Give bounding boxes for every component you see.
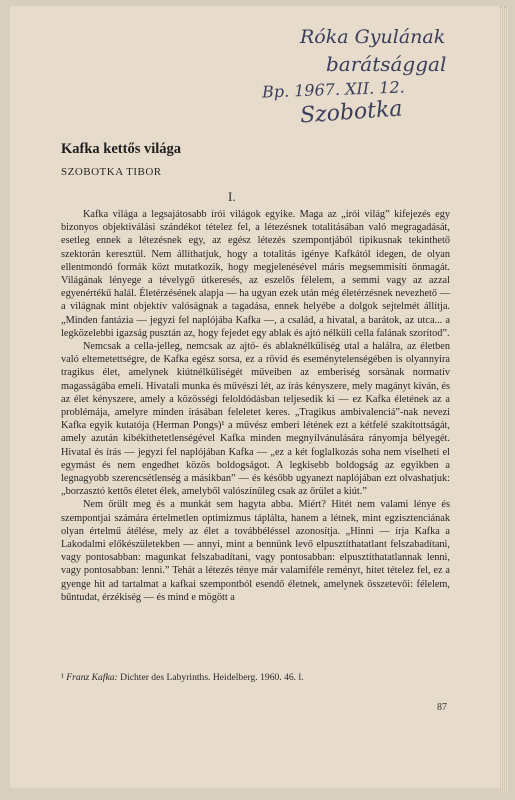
footnote-text: Dichter des Labyrinths. Heidelberg. 1960. 46. l.	[120, 672, 304, 683]
article-body	[61, 208, 450, 604]
footnote-author: Franz Kafka:	[66, 672, 118, 683]
paragraph-2: Nemcsak a cella-jelleg, nemcsak az ajtó- és ablaknélküliség utal a halálra, az életben való eltemetettségre, de Kafka egész sorsa, ez a rövid és eseménytelenségében is olyannyira tragikus élet, amelynek kiútnélküliségét műveiben az emberiség sorsának normatív magasságába emeli. Hivatali munka és művészi lét, az írás kényszere, mely magányt kíván, és az élet kényszere, amely a közösségi feloldódásban teljesedik ki — ez Kafka életének az a problémája, amelyre minden írásában feleletet keres. „Tragikus ambivalenciá”-nak nevezi Kafka egyik kutatója (Herman Pongs)¹ a művész emberi létének ezt a kétfelé szakítottságát, amely azután kibékíthetetlenségével Kafka minden megnyilvánulására rányomja bélyegét. Hivatal és írás — jegyzi fel naplójában Kafka — „ez a két foglalkozás soha nem viselheti el egymást és nem engedhet közös boldogságot. A legkisebb boldogság az egyikben a legnagyobb szerencsétlenség a másikban” — és később ugyanezt naplójában ezt olvashatjuk: „borzasztó kettős életet élek, amelyből valószínűleg csak az őrület a kiút.”	[61, 341, 450, 498]
inscription-signature: Szobotka	[299, 96, 404, 129]
inscription-line-1: Róka Gyulának	[300, 26, 446, 48]
footnote	[61, 672, 450, 683]
paragraph-1: Kafka világa a legsajátosabb írói világok egyike. Maga az „írói világ” kifejezés egy bizonyos objektiválási szándékot tételez fel, a létezésnek totalitásában való megragadását, esetleg ennek a létezésnek egy, az egész létezés szempontjából tipikusnak tekinthető szektorán keresztül. Nem állíthatjuk, hogy a totalitás igénye Kafkától idegen, de olyan ellentmondó formák közt mutatkozik, hogy megjelenésével máris megsemmisíti önmagát. Világának lényege a tévelygő útkeresés, az eszelős félelem, a semmi vagy az azzal egyenértékű halál. Életérzésének alapja — ha ugyan ezek után még életérzésnek nevezhető — a világnak mint objektív valóságnak a tagadása, ennek helyébe a dolgok sejtelmét állítja. „Minden fantázia — jegyzi fel naplójába Kafka —, a család, a hivatal, a barátok, az utca... a legközelebbi igazság pusztán az, hogy fejedet egy ablak és ajtó nélküli cella falának szorítod”.	[61, 209, 450, 339]
footnote-marker: ¹	[61, 672, 64, 683]
paper-edge	[500, 8, 508, 792]
paragraph-3: Nem őrült meg és a munkát sem hagyta abba. Miért? Hitét nem valami lénye és szempontjai számára értelmetlen optimizmus táplálta, hanem a létnek, mint egzisztenciának olyan értelmű átélése, mely az élet a továbbéléssel azonosítja. „Hinni — írja Kafka a Lakodalmi előkészületekben — annyi, mint a bennünk levő elpusztíthatatlant felszabadítani, vagy pontosabban: magunkat felszabadítani, vagy pontosabban: elpusztíthatatlannak lenni, vagy pontosabban: lenni.” Tehát a létezés ténye már valamiféle reményt, hitet tételez fel, ez a gyenge hit ad tartalmat a kafkai szempontból esendő életnek, amelynek összetevői: félelem, bűntudat, érzékiség — és mind e mögött a	[61, 499, 450, 603]
inscription-date: Bp. 1967. XII. 12.	[261, 77, 406, 102]
article-title: Kafka kettős világa	[61, 141, 182, 157]
article-author: SZOBOTKA TIBOR	[61, 166, 162, 178]
section-number: I.	[228, 189, 236, 204]
inscription-line-2: barátsággal	[326, 52, 447, 76]
page-number: 87	[437, 702, 447, 713]
